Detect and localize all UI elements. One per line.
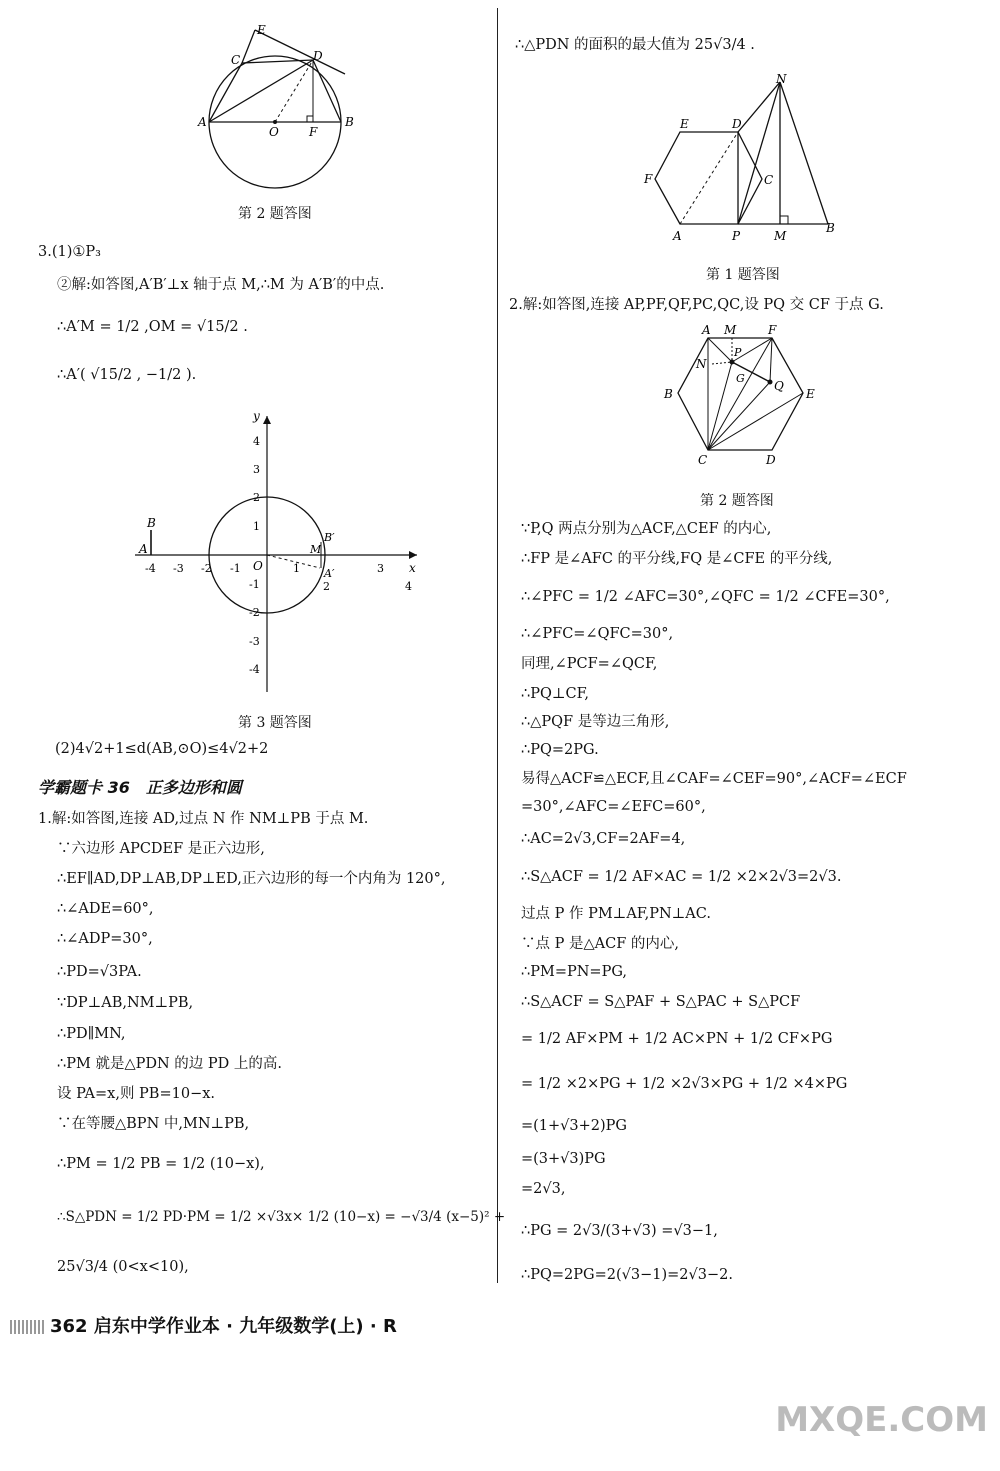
text-line: ∴EF∥AD,DP⊥AB,DP⊥ED,正六边形的每一个内角为 120°, <box>57 871 446 887</box>
footer-text: 362 启东中学作业本 · 九年级数学(上) · R <box>50 1316 397 1337</box>
point-label: B′ <box>324 531 335 544</box>
fig2-label: F <box>309 125 318 139</box>
fig2-label: D <box>313 49 323 63</box>
tick-label: -4 <box>145 562 156 575</box>
footer-bar <box>10 1320 44 1334</box>
figure-caption: 第 1 题答图 <box>706 267 780 283</box>
point-label: M <box>310 543 322 556</box>
figure-hexagon-q1 <box>640 74 840 249</box>
tick-label: -1 <box>249 578 260 591</box>
tick-label: -4 <box>249 663 260 676</box>
fig2r-label: M <box>724 323 737 337</box>
fig1-label: D <box>732 117 742 131</box>
text-line: ∵六边形 APCDEF 是正六边形, <box>57 841 265 857</box>
column-divider <box>497 8 498 1283</box>
text-line: =(3+√3)PG <box>521 1151 606 1167</box>
text-line: ∴S△PDN = 1/2 PD·PM = 1/2 ×√3x× 1/2 (10−x) = −√3/4 (x−5)² + <box>57 1209 506 1225</box>
text-line: 3.(1)①P₃ <box>38 244 101 260</box>
page-footer <box>10 1312 397 1338</box>
tick-label: 3 <box>253 463 260 476</box>
text-line: ∴PM=PN=PG, <box>521 964 628 980</box>
fig2-label: B <box>345 115 354 129</box>
text-line: =(1+√3+2)PG <box>521 1118 628 1134</box>
text-line: ∵DP⊥AB,NM⊥PB, <box>57 995 194 1011</box>
fig2r-label: E <box>806 387 815 401</box>
text-line: ∴∠ADE=60°, <box>57 901 154 917</box>
tick-label: -1 <box>230 562 241 575</box>
text-line: 25√3/4 (0<x<10), <box>57 1259 189 1275</box>
fig1-label: N <box>776 74 787 86</box>
fig2r-label: B <box>664 387 673 401</box>
text-line: ∴S△ACF = 1/2 AF×AC = 1/2 ×2×2√3=2√3. <box>521 869 842 885</box>
text-line: ∴PQ=2PG=2(√3−1)=2√3−2. <box>521 1267 733 1283</box>
text-line: ∴PM = 1/2 PB = 1/2 (10−x), <box>57 1156 265 1172</box>
fig1-label: F <box>644 172 653 186</box>
fig2r-label: Q <box>774 379 784 393</box>
point-label: A <box>139 542 148 556</box>
text-line: 过点 P 作 PM⊥AF,PN⊥AC. <box>521 906 711 922</box>
tick-label: -2 <box>201 562 212 575</box>
fig2r-label: F <box>768 323 777 337</box>
fig2-label: O <box>269 125 279 139</box>
tick-label: 2 <box>253 491 260 504</box>
fig2-label: A <box>198 115 207 129</box>
text-line: ∴A′M = 1/2 ,OM = √15/2 . <box>57 319 248 335</box>
text-line: ∴PG = 2√3/(3+√3) =√3−1, <box>521 1223 718 1239</box>
text-line: ∴△PQF 是等边三角形, <box>521 714 670 730</box>
text-line: =30°,∠AFC=∠EFC=60°, <box>521 799 706 815</box>
text-line: ∴PD=√3PA. <box>57 964 142 980</box>
figure-caption: 第 2 题答图 <box>238 206 312 222</box>
tick-label: 3 <box>377 562 384 575</box>
text-line: ∴FP 是∠AFC 的平分线,FQ 是∠CFE 的平分线, <box>521 551 833 567</box>
text-line: 设 PA=x,则 PB=10−x. <box>57 1086 215 1102</box>
figure-hexagon-q2 <box>660 320 825 470</box>
text-line: ∴A′( √15/2 , −1/2 ). <box>57 367 197 383</box>
axis-label: x <box>409 561 416 575</box>
text-line: ∴AC=2√3,CF=2AF=4, <box>521 831 686 847</box>
fig1-label: M <box>774 229 787 243</box>
tick-label: 4 <box>253 435 260 448</box>
text-line: ②解:如答图,A′B′⊥x 轴于点 M,∴M 为 A′B′的中点. <box>57 277 385 293</box>
fig2r-label: A <box>702 323 711 337</box>
figure-caption: 第 2 题答图 <box>700 493 774 509</box>
tick-label: 1 <box>253 520 260 533</box>
tick-label: -2 <box>249 606 260 619</box>
tick-label: 4 <box>405 580 412 593</box>
point-label: B <box>147 516 156 530</box>
fig2r-label: N <box>696 357 707 371</box>
figure-circle-q2 <box>195 22 365 202</box>
axis-label: y <box>253 410 260 423</box>
fig1-label: B <box>826 221 835 235</box>
text-line: 2.解:如答图,连接 AP,PF,QF,PC,QC,设 PQ 交 CF 于点 G. <box>509 297 884 313</box>
text-line: (2)4√2+1≤d(AB,⊙O)≤4√2+2 <box>55 741 269 757</box>
fig1-label: P <box>732 229 741 243</box>
fig1-label: A <box>673 229 682 243</box>
text-line: ∴△PDN 的面积的最大值为 25√3/4 . <box>515 37 755 53</box>
text-line: ∴PQ⊥CF, <box>521 686 590 702</box>
text-line: = 1/2 AF×PM + 1/2 AC×PN + 1/2 CF×PG <box>521 1031 833 1047</box>
text-line: 1.解:如答图,连接 AD,过点 N 作 NM⊥PB 于点 M. <box>38 811 369 827</box>
fig2r-label: G <box>736 372 745 385</box>
text-line: ∴PM 就是△PDN 的边 PD 上的高. <box>57 1056 282 1072</box>
fig2r-label: P <box>734 346 742 359</box>
fig1-label: E <box>680 117 689 131</box>
fig2-label: C <box>231 53 241 67</box>
text-line: ∵在等腰△BPN 中,MN⊥PB, <box>57 1116 250 1132</box>
tick-label: -3 <box>249 635 260 648</box>
figure-caption: 第 3 题答图 <box>238 715 312 731</box>
tick-label: 1 <box>293 562 300 575</box>
text-line: ∴∠PFC=∠QFC=30°, <box>521 626 674 642</box>
axis-label: O <box>253 559 263 573</box>
text-line: ∵P,Q 两点分别为△ACF,△CEF 的内心, <box>521 521 772 537</box>
text-line: ∴∠PFC = 1/2 ∠AFC=30°,∠QFC = 1/2 ∠CFE=30°, <box>521 589 890 605</box>
text-line: = 1/2 ×2×PG + 1/2 ×2√3×PG + 1/2 ×4×PG <box>521 1076 848 1092</box>
tick-label: 2 <box>323 580 330 593</box>
text-line: ∵点 P 是△ACF 的内心, <box>521 936 679 952</box>
text-line: ∴PQ=2PG. <box>521 742 599 758</box>
watermark: MXQE.COM <box>775 1400 988 1440</box>
fig1-label: C <box>764 173 774 187</box>
fig2-label: E <box>257 23 266 37</box>
text-line: 同理,∠PCF=∠QCF, <box>521 656 658 672</box>
text-line: ∴∠ADP=30°, <box>57 931 153 947</box>
text-line: ∴S△ACF = S△PAF + S△PAC + S△PCF <box>521 994 801 1010</box>
point-label: A′ <box>324 567 335 580</box>
text-line: ∴PD∥MN, <box>57 1026 126 1042</box>
section-title: 学霸题卡 36 正多边形和圆 <box>38 778 242 797</box>
tick-label: -3 <box>173 562 184 575</box>
text-line: 易得△ACF≌△ECF,且∠CAF=∠CEF=90°,∠ACF=∠ECF <box>521 771 907 787</box>
fig2r-label: D <box>766 453 776 467</box>
figure-coordinate-q3 <box>125 410 425 700</box>
text-line: =2√3, <box>521 1181 566 1197</box>
fig2r-label: C <box>698 453 708 467</box>
